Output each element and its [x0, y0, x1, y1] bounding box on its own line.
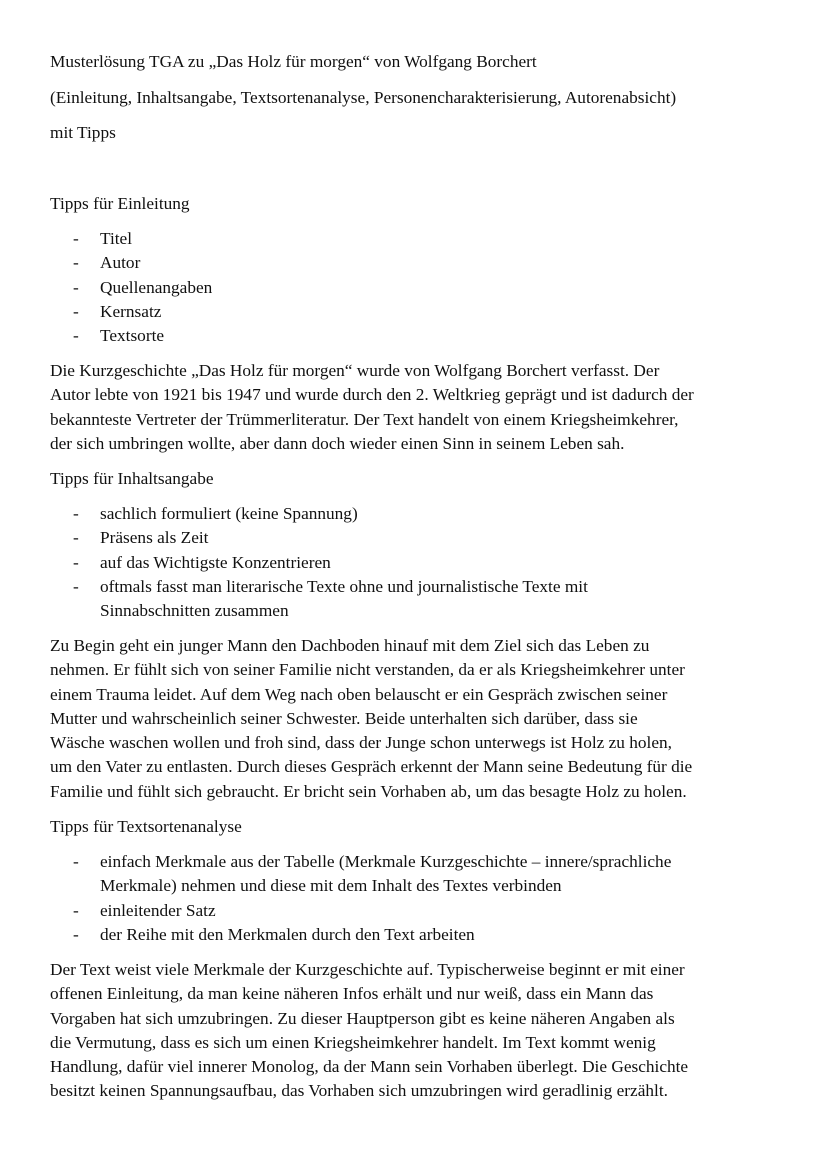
bullet-dash: -: [73, 229, 79, 248]
section-heading-textsortenanalyse: [50, 815, 790, 839]
list-item-text: [100, 575, 790, 624]
list-item: [50, 276, 790, 300]
text-line: Autor: [100, 253, 141, 273]
list-item: [50, 850, 790, 899]
text-line: um den Vater zu entlasten. Durch dieses Gespräch erkennt der Mann seine Bedeutung für die: [50, 757, 693, 777]
text-line: (Einleitung, Inhaltsangabe, Textsortenanalyse, Personencharakterisierung, Autorenabsicht): [50, 88, 677, 107]
list-item-text: [100, 251, 790, 275]
text-line: Titel: [100, 229, 133, 248]
bullet-dash: -: [73, 277, 79, 297]
document-subtitle: [50, 86, 790, 110]
list-item: [50, 502, 790, 526]
paragraph-textsortenanalyse: [50, 958, 790, 1104]
text-line: Wäsche waschen wollen und froh sind, dass der Junge schon unterwegs ist Holz zu holen,: [50, 733, 672, 753]
text-line: die Vermutung, dass es sich um einen Kriegsheimkehrer handelt. Im Text kommt wenig: [50, 1032, 656, 1052]
text-line: Tipps für Einleitung: [50, 194, 190, 213]
text-line: einleitender Satz: [100, 900, 216, 920]
text-line: Textsorte: [100, 326, 165, 346]
text-line: bekannteste Vertreter der Trümmerliteratur. Der Text handelt von einem Kriegsheimkehrer,: [50, 409, 679, 429]
bullet-dash: -: [73, 528, 79, 548]
text-line: einem Trauma leidet. Auf dem Weg nach oben belauscht er ein Gespräch zwischen seiner: [50, 684, 668, 704]
list-item: [50, 251, 790, 275]
text-line: Der Text weist viele Merkmale der Kurzgeschichte auf. Typischerweise beginnt er mit einer: [50, 960, 685, 979]
text-line: auf das Wichtigste Konzentrieren: [100, 552, 331, 572]
bullet-dash: -: [73, 552, 79, 572]
text-line: Quellenangaben: [100, 277, 213, 297]
text-line: besitzt keinen Spannungsaufbau, das Vorhaben sich umzubringen wird geradlinig erzählt.: [50, 1081, 668, 1101]
text-line: nehmen. Er fühlt sich von seiner Familie nicht verstanden, da er als Kriegsheimkehrer unter: [50, 660, 685, 680]
text-line: Sinnabschnitten zusammen: [100, 601, 289, 621]
list-item: [50, 923, 790, 947]
list-item-text: [100, 502, 790, 526]
bullet-dash: -: [73, 900, 79, 920]
bullet-dash: -: [73, 301, 79, 321]
text-line: offenen Einleitung, da man keine näheren Infos erhält und nur weiß, dass ein Mann das: [50, 984, 654, 1004]
text-line: Autor lebte von 1921 bis 1947 und wurde durch den 2. Weltkrieg geprägt und ist dadurch der: [50, 385, 694, 405]
text-line: Zu Begin geht ein junger Mann den Dachboden hinauf mit dem Ziel sich das Leben zu: [50, 636, 650, 655]
list-item: [50, 227, 790, 251]
list-item-text: [100, 923, 790, 947]
list-item-text: [100, 300, 790, 324]
section-heading-inhaltsangabe: [50, 467, 790, 491]
tips-list-inhaltsangabe: [50, 502, 790, 623]
tips-list-textsortenanalyse: [50, 850, 790, 947]
list-item-text: [100, 899, 790, 923]
text-line: der Reihe mit den Merkmalen durch den Text arbeiten: [100, 924, 475, 944]
text-line: Familie und fühlt sich gebraucht. Er bricht sein Vorhaben ab, um das besagte Holz zu holen.: [50, 781, 687, 801]
section-heading-einleitung: [50, 192, 790, 216]
bullet-dash: -: [73, 924, 79, 944]
bullet-dash: -: [73, 326, 79, 346]
text-line: Mutter und wahrscheinlich seiner Schwester. Beide unterhalten sich darüber, dass sie: [50, 708, 638, 728]
list-item: [50, 324, 790, 348]
text-line: Musterlösung TGA zu „Das Holz für morgen“ von Wolfgang Borchert: [50, 52, 537, 71]
text-line: Vorgaben hat sich umzubringen. Zu dieser Hauptperson gibt es keine näheren Angaben als: [50, 1008, 675, 1028]
text-line: oftmals fasst man literarische Texte ohne und journalistische Texte mit: [100, 576, 588, 596]
text-line: einfach Merkmale aus der Tabelle (Merkmale Kurzgeschichte – innere/sprachliche: [100, 852, 672, 871]
paragraph-inhaltsangabe: [50, 634, 790, 804]
list-item-text: [100, 850, 790, 899]
document-note: [50, 121, 790, 145]
list-item-text: [100, 227, 790, 251]
bullet-dash: -: [73, 852, 79, 871]
bullet-dash: -: [73, 504, 79, 523]
list-item: [50, 899, 790, 923]
bullet-dash: -: [73, 576, 79, 596]
tips-list-einleitung: [50, 227, 790, 348]
list-item-text: [100, 324, 790, 348]
paragraph-einleitung: [50, 359, 790, 456]
list-item: [50, 526, 790, 550]
list-item-text: [100, 551, 790, 575]
list-item: [50, 551, 790, 575]
text-line: Präsens als Zeit: [100, 528, 209, 548]
text-line: mit Tipps: [50, 123, 116, 142]
text-line: sachlich formuliert (keine Spannung): [100, 504, 358, 523]
list-item: [50, 300, 790, 324]
text-line: der sich umbringen wollte, aber dann doch wieder einen Sinn in seinem Leben sah.: [50, 433, 625, 453]
text-line: Tipps für Textsortenanalyse: [50, 817, 242, 836]
text-line: Kernsatz: [100, 301, 162, 321]
text-line: Die Kurzgeschichte „Das Holz für morgen“ wurde von Wolfgang Borchert verfasst. Der: [50, 361, 660, 380]
document-title: [50, 50, 790, 74]
text-line: Merkmale) nehmen und diese mit dem Inhalt des Textes verbinden: [100, 876, 562, 896]
text-line: Handlung, dafür viel innerer Monolog, da der Mann sein Vorhaben überlegt. Die Geschichte: [50, 1057, 689, 1077]
list-item-text: [100, 276, 790, 300]
list-item-text: [100, 526, 790, 550]
list-item: [50, 575, 790, 624]
text-line: Tipps für Inhaltsangabe: [50, 469, 214, 488]
bullet-dash: -: [73, 253, 79, 273]
